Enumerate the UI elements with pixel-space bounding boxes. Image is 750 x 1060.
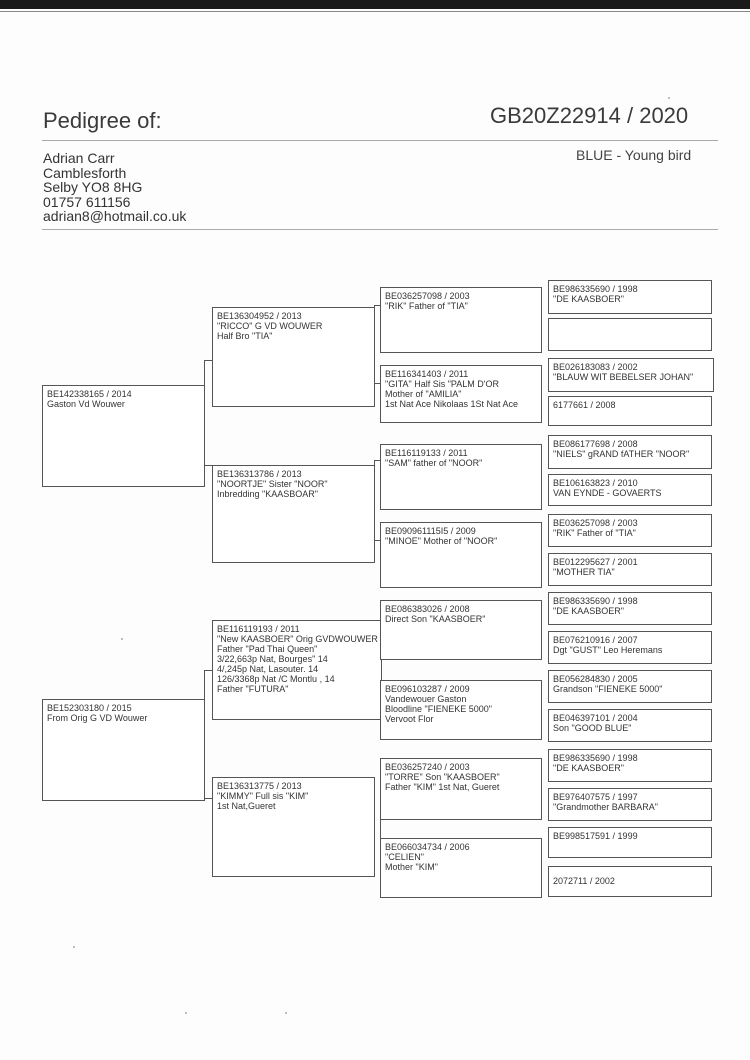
pedigree-line: BE076210916 / 2007	[553, 635, 638, 645]
pedigree-line: BE998517591 / 1999	[553, 831, 638, 841]
pedigree-line: Son "GOOD BLUE"	[553, 723, 632, 733]
pedigree-line: Mother of "AMILIA"	[385, 389, 462, 399]
scan-speck	[185, 1012, 187, 1014]
dam-ring: BE152303180 / 2015	[47, 703, 132, 713]
scan-speck	[73, 946, 75, 948]
great-grandparent-box	[380, 758, 542, 820]
scan-speck	[121, 638, 123, 640]
pedigree-line: Mother "KIM"	[385, 862, 438, 872]
pedigree-line: BE116341403 / 2011	[385, 369, 469, 379]
pedigree-line: "DE KAASBOER"	[553, 294, 624, 304]
owner-phone: 01757 611156	[43, 193, 131, 210]
pedigree-line: 126/3368p Nat /C Montlu , 14	[217, 674, 335, 684]
pedigree-line: BE136304952 / 2013	[217, 311, 302, 321]
pedigree-line: Inbredding "KAASBOAR"	[217, 489, 318, 499]
pedigree-line: "BLAUW WIT BEBELSER JOHAN"	[553, 372, 694, 382]
pedigree-line: BE986335690 / 1998	[553, 284, 638, 294]
grandparent-box	[212, 307, 375, 407]
pedigree-line: BE136313775 / 2013	[217, 781, 302, 791]
pedigree-line: Father "KIM" 1st Nat, Gueret	[385, 782, 500, 792]
sire-name: Gaston Vd Wouwer	[47, 399, 125, 409]
pedigree-line: "RIK" Father of "TIA"	[553, 528, 636, 538]
pedigree-line: 3/22,663p Nat, Bourges" 14	[217, 654, 328, 664]
pedigree-line: Bloodline "FIENEKE 5000"	[385, 704, 492, 714]
g3-box	[548, 827, 712, 858]
pedigree-line: Half Bro "TIA"	[217, 331, 273, 341]
g3-box	[548, 553, 712, 586]
scan-speck	[668, 97, 670, 99]
pedigree-line: Vervoot Flor	[385, 714, 434, 724]
owner-name: Adrian Carr	[43, 150, 115, 166]
pedigree-line: BE012295627 / 2001	[553, 557, 638, 567]
owner-info	[43, 151, 186, 224]
g3-box	[548, 396, 712, 426]
great-grandparent-box	[380, 522, 542, 588]
g3-box	[548, 358, 714, 392]
owner-divider	[42, 229, 718, 230]
pedigree-line: BE986335690 / 1998	[553, 753, 638, 763]
pedigree-line: 4/,245p Nat, Lasouter. 14	[217, 664, 319, 674]
g3-box	[548, 631, 712, 664]
pedigree-line: "SAM" father of "NOOR"	[385, 458, 483, 468]
g3-box	[548, 670, 712, 703]
scan-speck	[285, 1012, 287, 1014]
pedigree-line: Direct Son "KAASBOER"	[385, 614, 486, 624]
owner-address-2: Selby YO8 8HG	[43, 179, 143, 195]
header-divider	[42, 140, 718, 141]
pedigree-line: Vandewouer Gaston	[385, 694, 467, 704]
pedigree-line: 2072711 / 2002	[553, 876, 615, 886]
pedigree-line: BE036257098 / 2003	[385, 291, 470, 301]
pedigree-line: "RIK" Father of "TIA"	[385, 301, 468, 311]
great-grandparent-box	[380, 680, 542, 740]
pedigree-line: 6177661 / 2008	[553, 400, 616, 410]
sire-box	[42, 385, 205, 487]
great-grandparent-box	[380, 365, 542, 423]
pedigree-line: BE986335690 / 1998	[553, 596, 638, 606]
great-grandparent-box	[380, 600, 542, 660]
pedigree-line: BE046397101 / 2004	[553, 713, 638, 723]
pedigree-line: BE136313786 / 2013	[217, 469, 302, 479]
pedigree-line: BE096103287 / 2009	[385, 684, 470, 694]
pedigree-line: 1st Nat,Gueret	[217, 801, 276, 811]
pedigree-line: "DE KAASBOER"	[553, 606, 624, 616]
pedigree-line: BE976407575 / 1997	[553, 792, 638, 802]
dam-name: From Orig G VD Wouwer	[47, 713, 148, 723]
pedigree-line: "CELIEN"	[385, 852, 424, 862]
pedigree-line: BE086383026 / 2008	[385, 604, 470, 614]
bird-color: BLUE - Young bird	[576, 147, 692, 163]
pedigree-line: Father "FUTURA"	[217, 684, 289, 694]
pedigree-line: "MOTHER TIA"	[553, 567, 615, 577]
pedigree-line: BE036257240 / 2003	[385, 762, 470, 772]
page-title: Pedigree of:	[43, 108, 162, 133]
pedigree-line: BE116119193 / 2011	[217, 624, 300, 634]
pedigree-line: "MINOE" Mother of "NOOR"	[385, 536, 498, 546]
pedigree-line: BE086177698 / 2008	[553, 439, 638, 449]
pedigree-line: "New KAASBOER" Orig GVDWOUWER	[217, 634, 378, 644]
scan-top-line	[0, 11, 750, 12]
grandparent-box	[212, 777, 375, 877]
scan-top-edge	[0, 0, 750, 9]
dam-box	[42, 699, 205, 801]
g3-box	[548, 435, 712, 469]
connector	[204, 465, 212, 466]
g3-box	[548, 749, 712, 782]
g3-box	[548, 592, 712, 625]
great-grandparent-box	[380, 838, 542, 898]
pedigree-line: "GITA" Half Sis "PALM D'OR	[385, 379, 499, 389]
ring-number: GB20Z22914 / 2020	[490, 103, 689, 128]
pedigree-line: "Grandmother BARBARA"	[553, 802, 658, 812]
pedigree-line: BE056284830 / 2005	[553, 674, 638, 684]
pedigree-line: "NOORTJE" Sister "NOOR"	[217, 479, 328, 489]
pedigree-line: "TORRE" Son "KAASBOER"	[385, 772, 500, 782]
g3-box	[548, 514, 712, 547]
pedigree-line: BE026183083 / 2002	[553, 362, 638, 372]
grandparent-box	[212, 465, 375, 563]
pedigree-line: Grandson "FIENEKE 5000"	[553, 684, 663, 694]
owner-address-1: Camblesforth	[43, 164, 127, 181]
pedigree-line: Dgt "GUST" Leo Heremans	[553, 645, 663, 655]
pedigree-line: BE036257098 / 2003	[553, 518, 638, 528]
owner-email: adrian8@hotmail.co.uk	[43, 208, 187, 224]
g3-box	[548, 788, 712, 821]
connector	[204, 798, 212, 799]
pedigree-line: VAN EYNDE - GOVAERTS	[553, 488, 662, 498]
pedigree-line: "DE KAASBOER"	[553, 763, 624, 773]
grandparent-box	[212, 620, 382, 720]
connector	[204, 670, 212, 671]
pedigree-line: BE066034734 / 2006	[385, 842, 470, 852]
pedigree-line: Father "Pad Thai Queen"	[217, 644, 318, 654]
g3-box	[548, 709, 712, 742]
pedigree-line: BE090961115I5 / 2009	[385, 526, 476, 536]
g3-box-empty	[548, 318, 712, 351]
pedigree-line: BE116119133 / 2011	[385, 448, 468, 458]
great-grandparent-box	[380, 444, 542, 510]
pedigree-line: 1st Nat Ace Nikolaas 1St Nat Ace	[385, 399, 519, 409]
g3-box	[548, 866, 712, 897]
pedigree-line: "KIMMY" Full sis "KIM"	[217, 791, 309, 801]
pedigree-line: "RICCO" G VD WOUWER	[217, 321, 323, 331]
pedigree-line: BE106163823 / 2010	[553, 478, 638, 488]
great-grandparent-box	[380, 287, 542, 353]
connector	[204, 360, 212, 361]
g3-box	[548, 280, 712, 314]
g3-box	[548, 474, 712, 506]
sire-ring: BE142338165 / 2014	[47, 389, 132, 399]
pedigree-line: "NIELS" gRAND fATHER "NOOR"	[553, 449, 690, 459]
